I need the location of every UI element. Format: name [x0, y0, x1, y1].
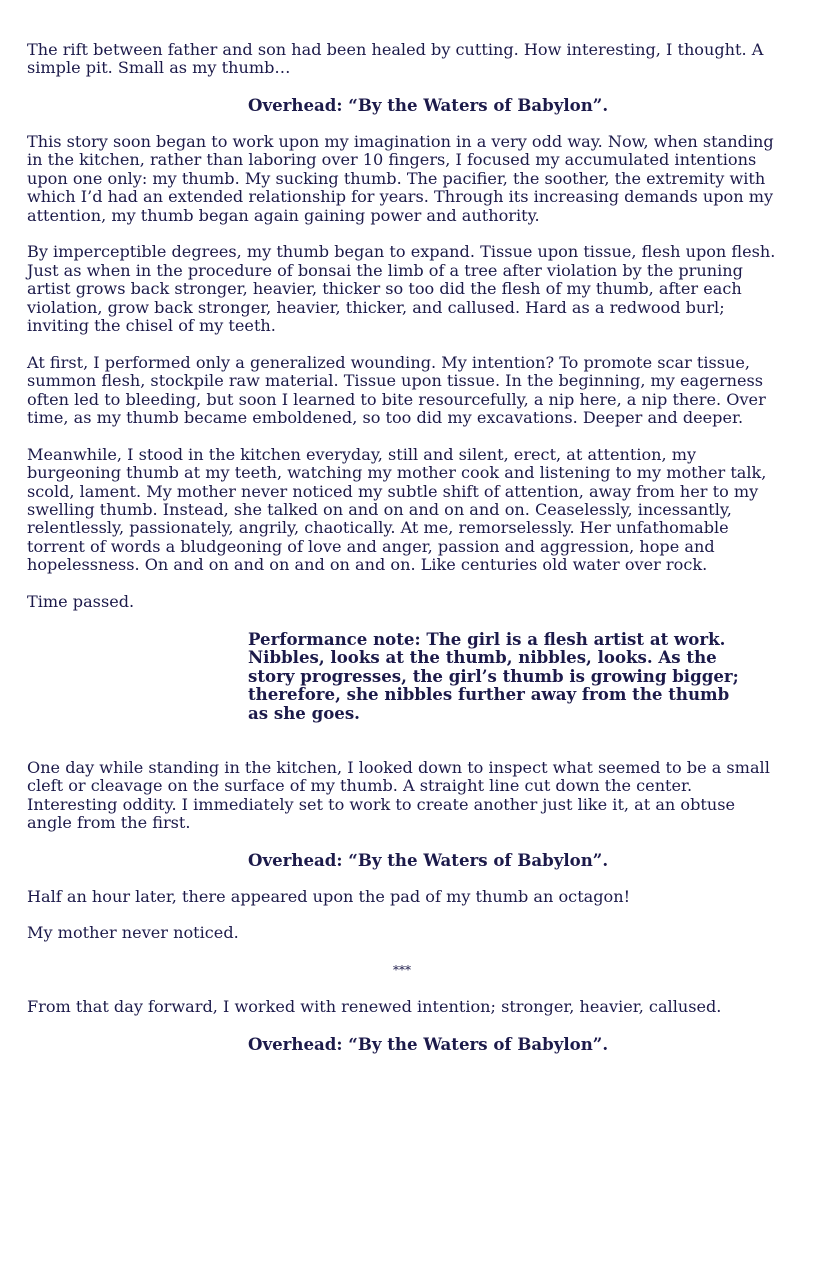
paragraph-imagination: This story soon began to work upon my imagination in a very odd way. Now, when standing in the kitchen, rather than laboring over 10 fingers, I focused my accumulated intentions upon one only: my thumb. My sucking thumb. The pacifier, the soother, the extremity with which I’d had an extended relationship for years. Through its increasing demands upon my attention, my thumb began again gaining power and authority. [27, 132, 774, 225]
paragraph-rift: The rift between father and son had been healed by cutting. How interesting, I thought. A simple pit. Small as my thumb… [27, 40, 764, 78]
performance-note: Performance note: The girl is a flesh artist at work. Nibbles, looks at the thumb, nibbles, looks. As the story progresses, the girl’s thumb is growing bigger; therefore, she nibbles further away from the thumb as she goes. [248, 628, 739, 723]
paragraph-cleft: One day while standing in the kitchen, I looked down to inspect what seemed to be a small cleft or cleavage on the surface of my thumb. A straight line cut down the center. Interesting oddity. I immediately set to work to create another just like it, at an obtuse angle from the first. [27, 757, 770, 832]
paragraph-renewed: From that day forward, I worked with renewed intention; stronger, heavier, callused. [27, 996, 722, 1016]
document-page [27, 41, 777, 1072]
stage-direction-overhead: Overhead: “By the Waters of Babylon”. [248, 1033, 609, 1054]
stage-direction-overhead: Overhead: “By the Waters of Babylon”. [248, 95, 609, 116]
paragraph-octagon: Half an hour later, there appeared upon the pad of my thumb an octagon! [27, 886, 631, 906]
paragraph-expand: By imperceptible degrees, my thumb began to expand. Tissue upon tissue, flesh upon flesh. Just as when in the procedure of bonsai the limb of a tree after violation by the pruning artist grows back stronger, heavier, thicker so too did the flesh of my thumb, after each violation, grow back stronger, heavier, thicker, and callused. Hard as a redwood burl; inviting the chisel of my teeth. [27, 242, 776, 336]
paragraph-wounding: At first, I performed only a generalized wounding. My intention? To promote scar tissue, summon flesh, stockpile raw material. Tissue upon tissue. In the beginning, my eagerness often led to bleeding, but soon I learned to bite resourcefully, a nip here, a nip there. Over time, as my thumb became emboldened, so too did my excavations. Deeper and deeper. [27, 352, 766, 428]
paragraph-never-noticed: My mother never noticed. [27, 923, 239, 943]
section-separator: *** [393, 963, 411, 978]
stage-direction-overhead: Overhead: “By the Waters of Babylon”. [248, 849, 609, 870]
paragraph-kitchen: Meanwhile, I stood in the kitchen everyday, still and silent, erect, at attention, my burgeoning thumb at my teeth, watching my mother cook and listening to my mother talk, scold, lament. My mother never noticed my subtle shift of attention, away from her to my swelling thumb. Instead, she talked on and on and on and on. Ceaselessly, incessantly, relentlessly, passionately, angrily, chaotically. At me, remorselessly. Her unfathomable torrent of words a bludgeoning of love and anger, passion and aggression, hope and hopelessness. On and on and on and on and on. Like centuries old water over rock. [27, 444, 767, 575]
paragraph-time-passed: Time passed. [27, 592, 135, 612]
